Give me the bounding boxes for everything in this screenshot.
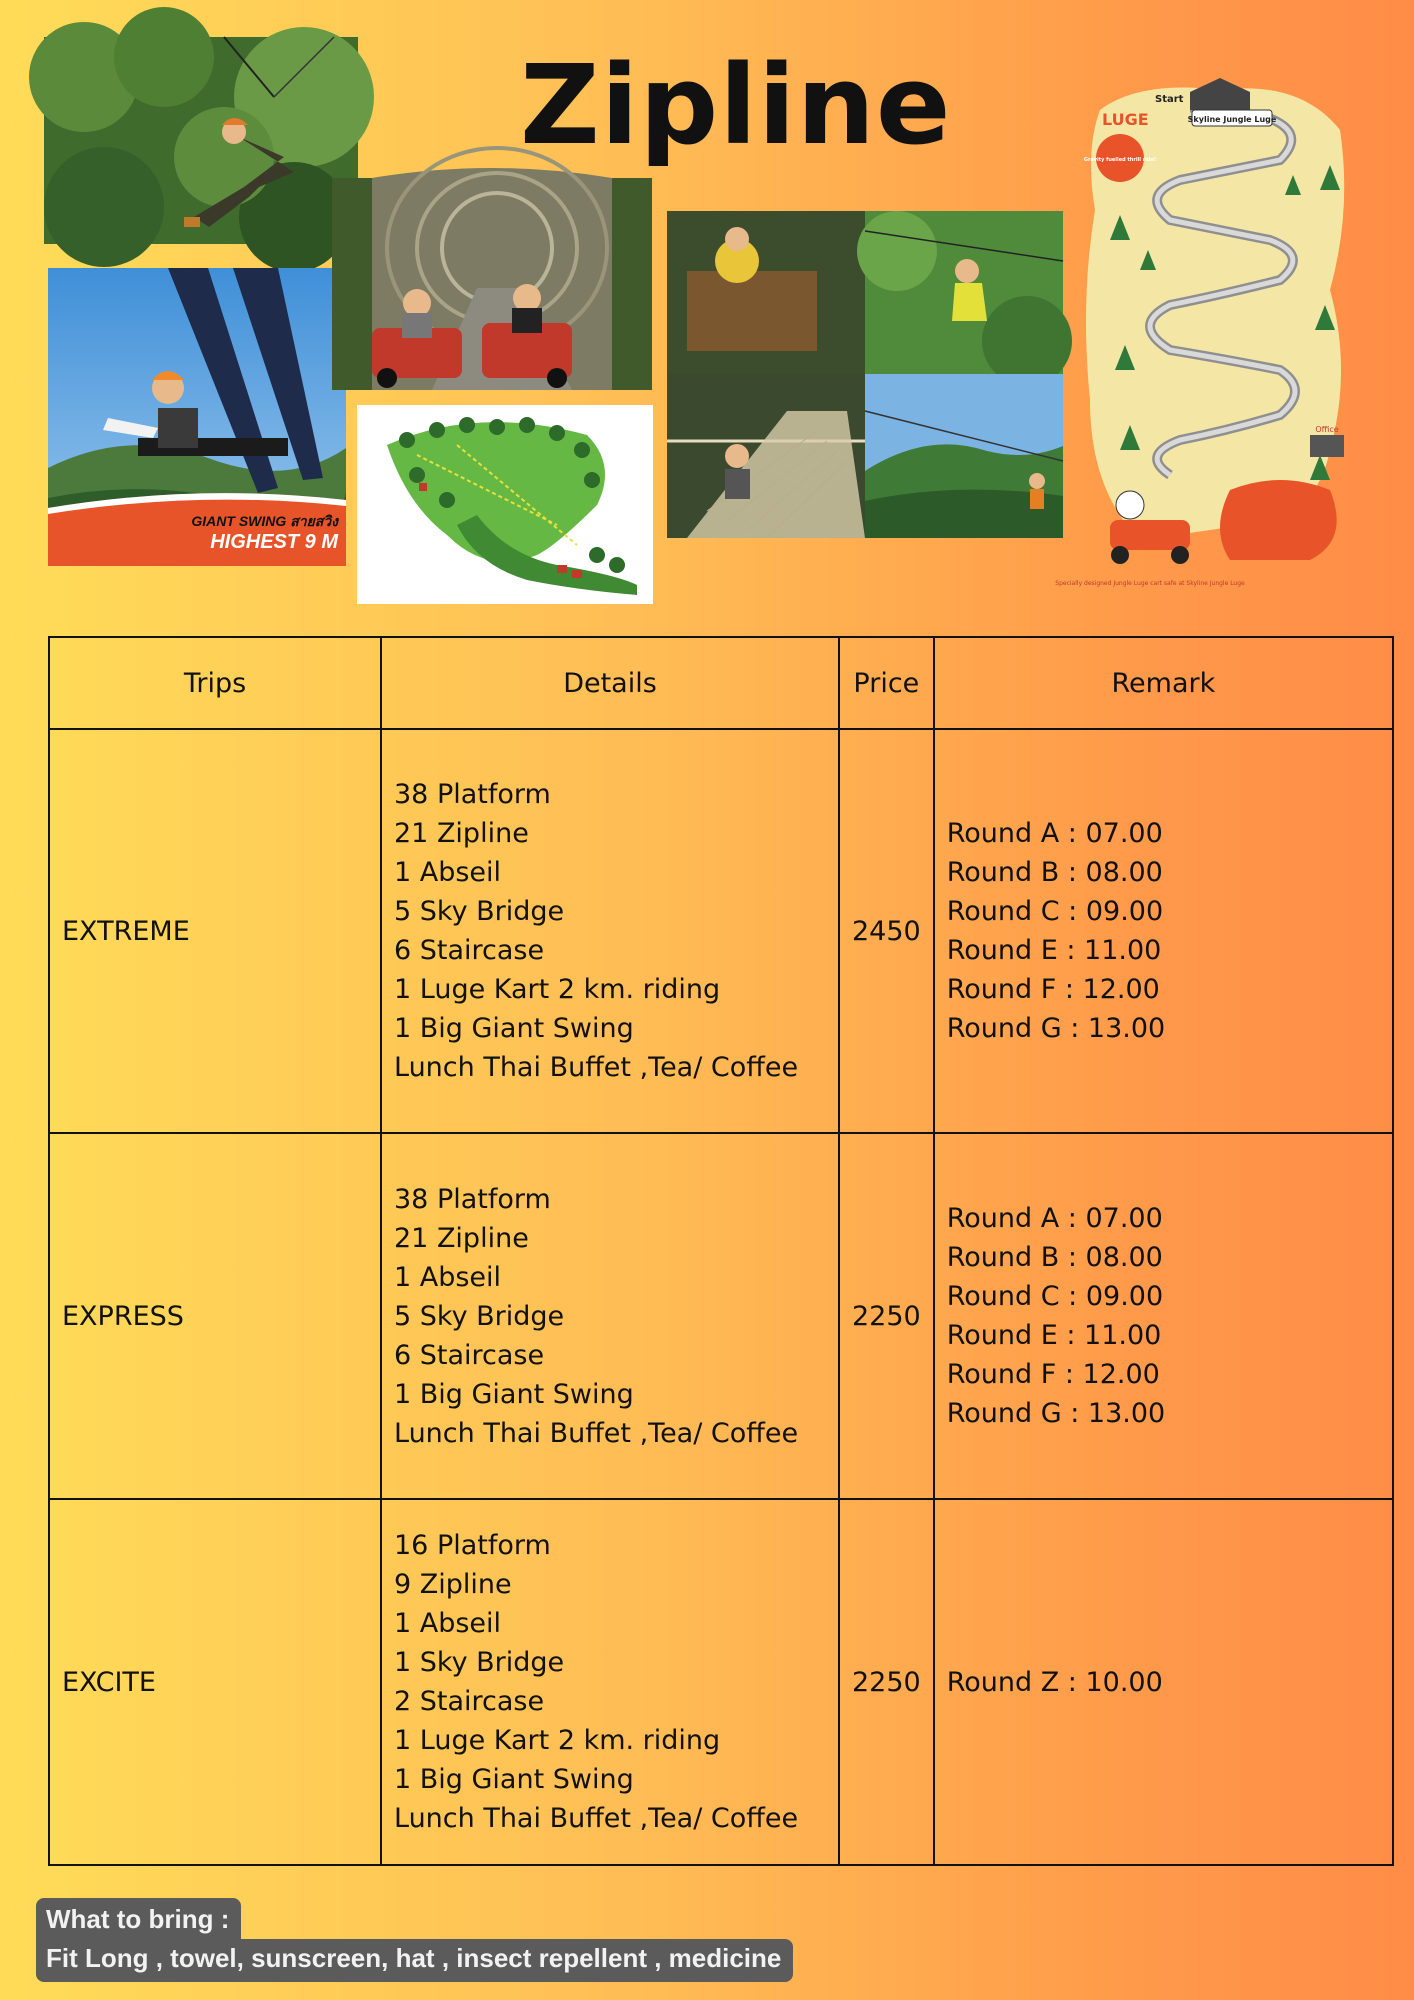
round-time: Round F : 12.00 [946,974,1160,1005]
giant-swing-photo [48,268,346,566]
detail-item: 1 Big Giant Swing [394,1764,634,1795]
trip-name: EXCITE [49,1499,381,1865]
detail-item: 38 Platform [394,779,551,810]
detail-item: 1 Sky Bridge [394,1647,565,1678]
trip-name: EXTREME [49,729,381,1133]
round-time: Round A : 07.00 [946,818,1163,849]
giant-swing-caption-line2: HIGHEST 9 M [210,531,338,553]
table-header-row [49,637,1393,729]
detail-item: 9 Zipline [394,1569,512,1600]
detail-item: 1 Abseil [394,857,502,888]
header-remark: Remark [934,637,1393,729]
detail-item: 1 Abseil [394,1608,502,1639]
luge-map-sign: Skyline Jungle Luge [1187,115,1277,124]
header-price: Price [839,637,934,729]
round-time: Round A : 07.00 [946,1203,1163,1234]
header-trips: Trips [49,637,381,729]
detail-item: Lunch Thai Buffet ,Tea/ Coffee [394,1417,799,1449]
round-time: Round G : 13.00 [946,1013,1166,1044]
detail-item: 1 Abseil [394,1261,502,1293]
what-to-bring-items: Fit Long , towel, sunscreen, hat , insect repellent , medicine [36,1939,793,1982]
luge-map-office: Office [1315,425,1339,434]
luge-map-start: Start [1155,94,1184,105]
trip-price: 2450 [839,729,934,1133]
luge-map-label: LUGE [1102,110,1149,129]
detail-item: 5 Sky Bridge [394,1300,565,1332]
detail-item: 1 Big Giant Swing [394,1378,634,1410]
detail-item: 16 Platform [394,1530,551,1561]
header-details: Details [381,637,839,729]
detail-item: Lunch Thai Buffet ,Tea/ Coffee [394,1803,799,1834]
zipline-rider-photo [44,37,358,244]
luge-map-badge: Gravity fuelled thrill ride! [1083,157,1157,163]
round-time: Round G : 13.00 [946,1398,1166,1429]
luge-kart-photo [332,178,652,390]
detail-item: 1 Luge Kart 2 km. riding [394,1725,721,1756]
giant-swing-caption-line1: GIANT SWING สายสวิง [191,513,338,529]
trip-remark [934,1133,1393,1499]
table-row [49,1133,1393,1499]
trip-price: 2250 [839,1499,934,1865]
trip-price: 2250 [839,1133,934,1499]
trip-details [381,1499,839,1865]
detail-item: 21 Zipline [394,1222,529,1254]
detail-item: 2 Staircase [394,1686,545,1717]
round-time: Round Z : 10.00 [946,1666,1163,1698]
round-time: Round B : 08.00 [946,857,1163,888]
round-time: Round B : 08.00 [946,1242,1163,1273]
round-time: Round C : 09.00 [946,1281,1164,1312]
round-time: Round E : 11.00 [946,1320,1162,1351]
round-time: Round C : 09.00 [946,896,1164,927]
luge-map-illustration [1055,70,1352,600]
course-map-image [357,405,653,604]
detail-item: 21 Zipline [394,818,529,849]
trips-table [48,636,1394,1866]
table-row [49,1499,1393,1865]
what-to-bring-label: What to bring : [36,1898,241,1939]
trip-details [381,729,839,1133]
trip-remark [934,1499,1393,1865]
detail-item: 1 Big Giant Swing [394,1013,634,1044]
table-row [49,729,1393,1133]
trip-name: EXPRESS [49,1133,381,1499]
trip-details [381,1133,839,1499]
round-time: Round E : 11.00 [946,935,1162,966]
page-title: Zipline [520,41,952,169]
detail-item: Lunch Thai Buffet ,Tea/ Coffee [394,1052,799,1083]
detail-item: 38 Platform [394,1183,551,1215]
luge-map-caption: Specially designed Jungle Luge cart safe at Skyline Jungle Luge [1055,580,1245,587]
what-to-bring [36,1898,793,1982]
activity-collage [667,211,1063,538]
detail-item: 6 Staircase [394,935,545,966]
round-time: Round F : 12.00 [946,1359,1160,1390]
detail-item: 5 Sky Bridge [394,896,565,927]
detail-item: 1 Luge Kart 2 km. riding [394,974,721,1005]
trip-remark [934,729,1393,1133]
detail-item: 6 Staircase [394,1339,545,1371]
